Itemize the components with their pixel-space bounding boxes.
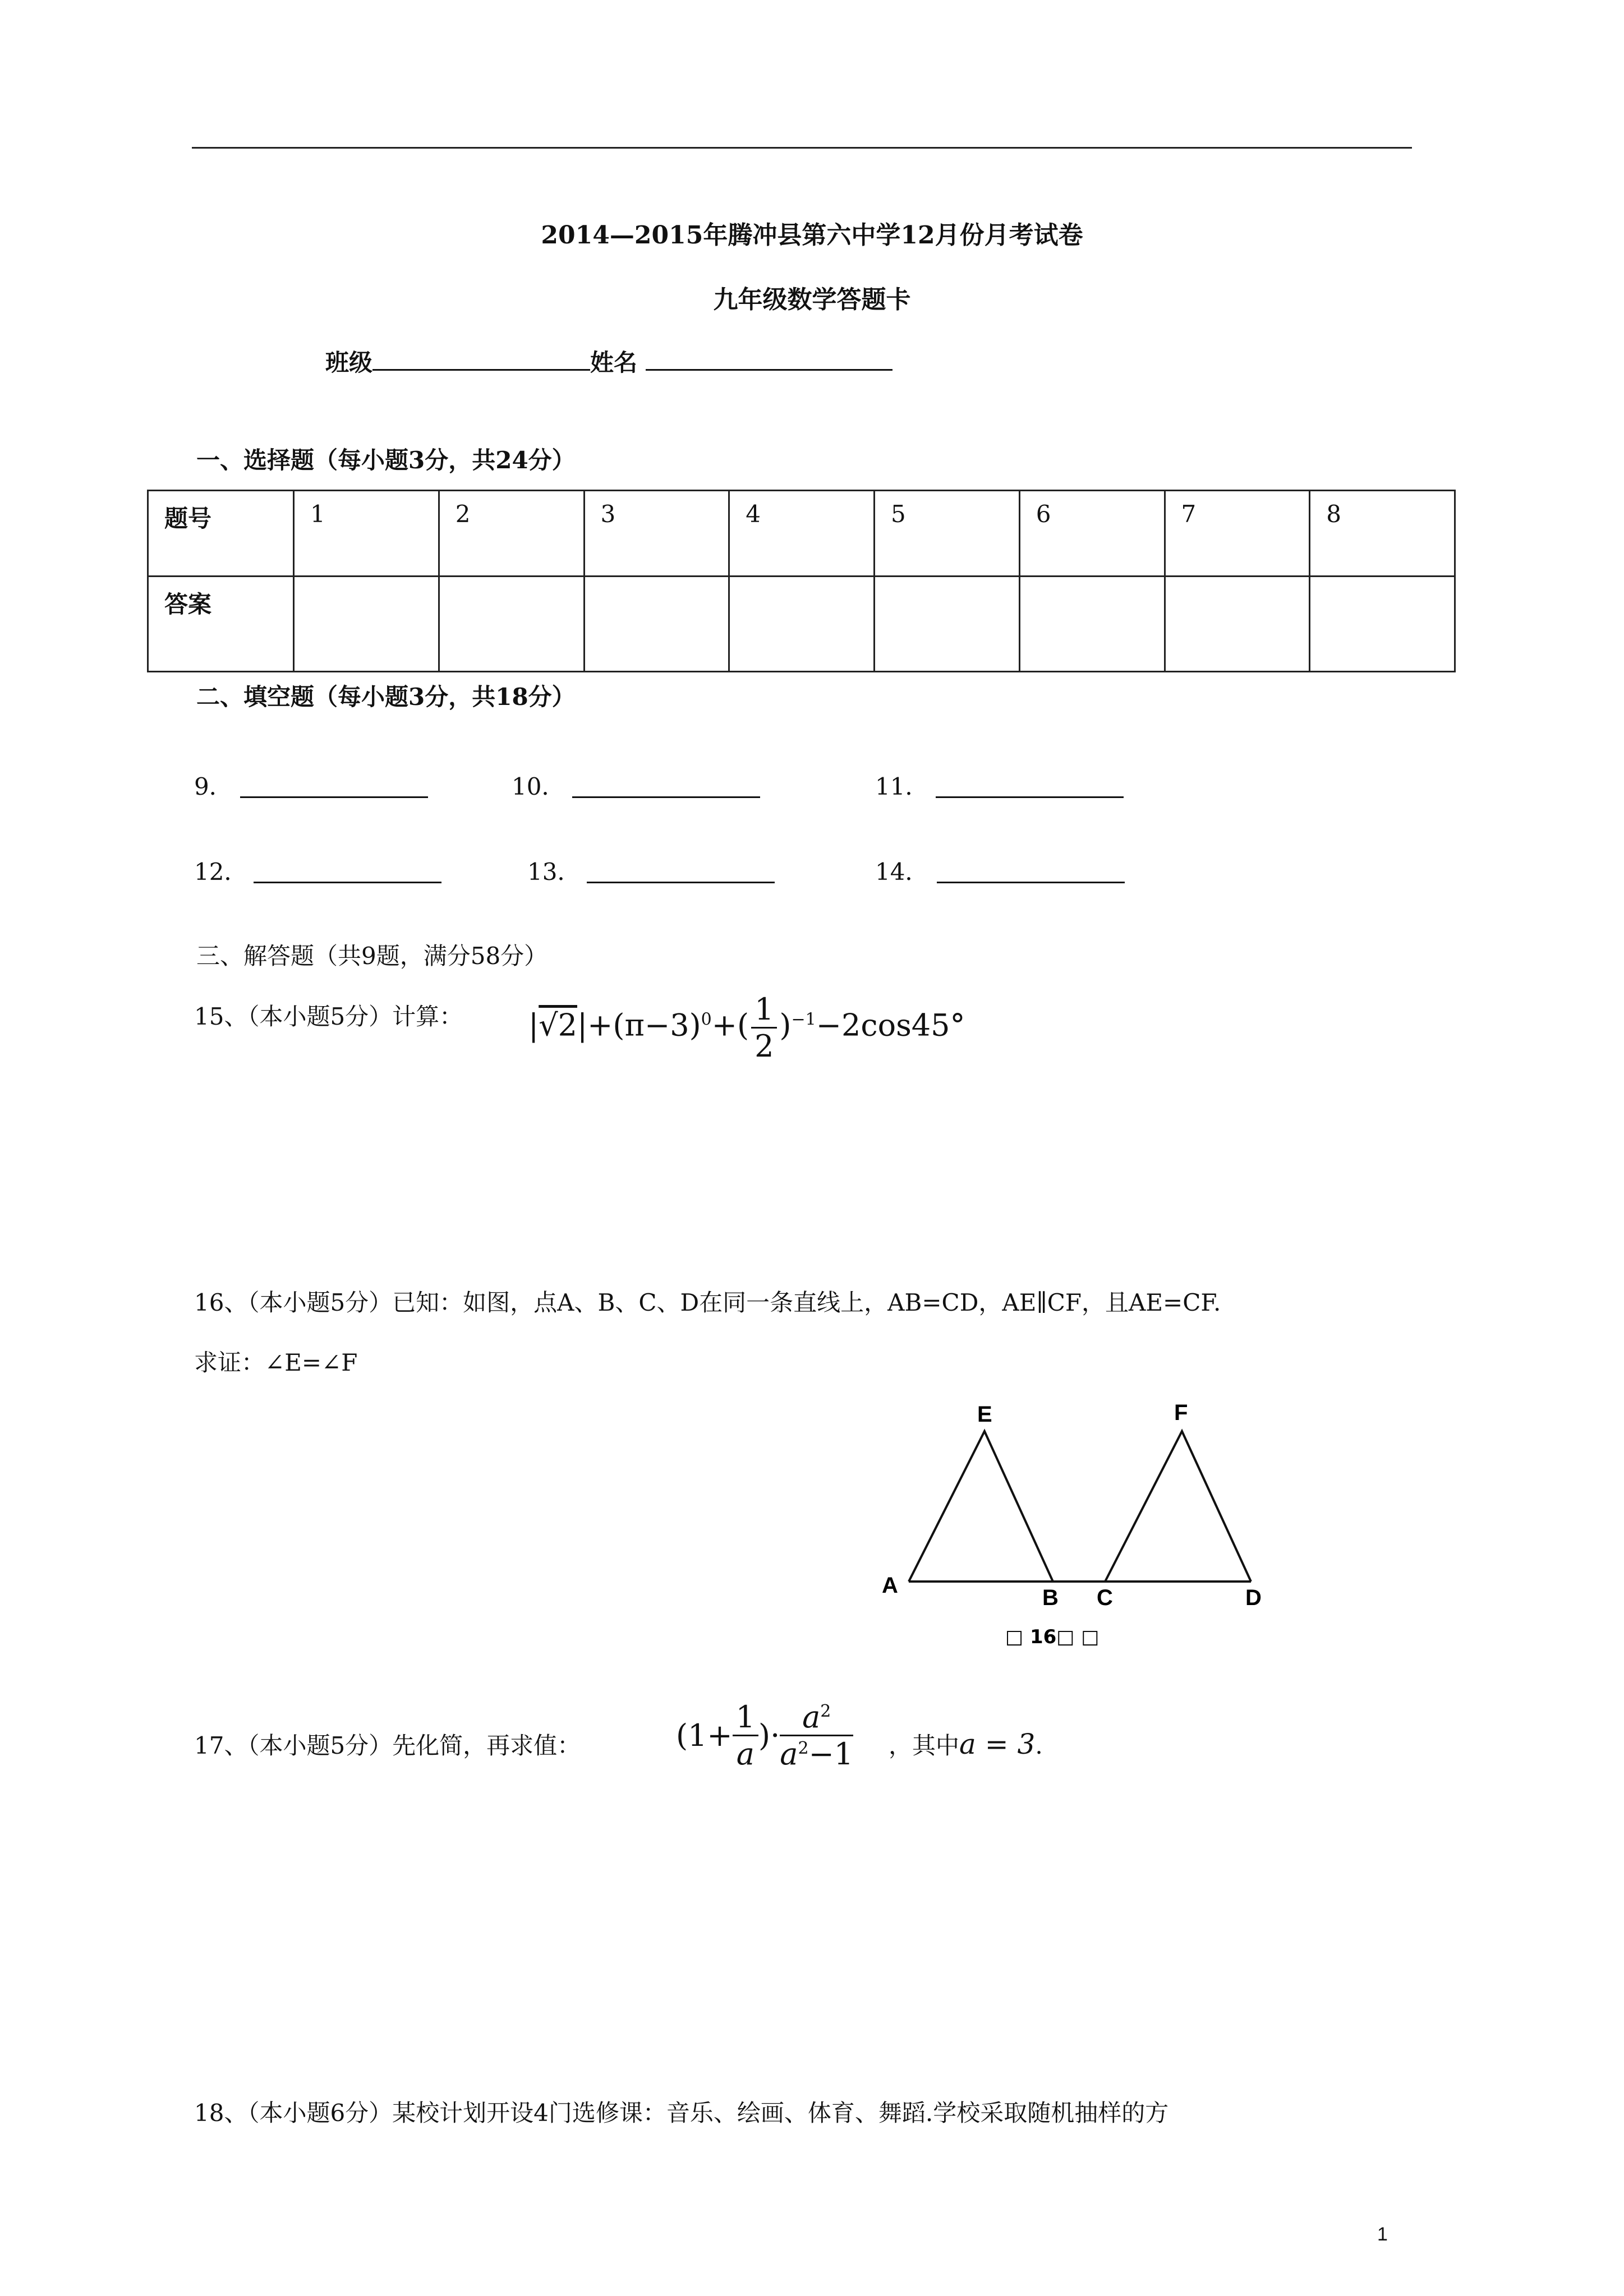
fill-item-label: 13． [527,858,581,886]
fill-item-label: 12． [194,858,248,886]
question-number-cell: 1 [294,491,439,577]
answer-cell[interactable] [1165,577,1310,672]
fill-item-label: 11． [875,773,929,800]
fill-blank-14[interactable] [937,882,1125,883]
section3-heading: 三、解答题（共9题，满分58分） [196,942,548,970]
answer-table [147,490,1456,672]
q17-end: . [1035,1732,1043,1759]
name-blank[interactable] [646,343,892,371]
q17-suffix-text: ，其中 [889,1732,960,1759]
point-label-e: E [977,1402,992,1427]
fill-item-label: 14． [875,858,929,886]
fill-blank-12[interactable] [254,882,441,883]
denominator-tail: −1 [808,1736,854,1772]
answer-row [148,577,1455,672]
fill-blank-11[interactable] [936,796,1124,798]
q17-formula [676,1699,853,1772]
fill-blank-9[interactable] [240,796,428,798]
formula-part: | [528,1007,539,1043]
answer-cell[interactable] [294,577,439,672]
question-number-cell: 3 [584,491,729,577]
q18-text: 18、（本小题6分）某校计划开设4门选修课：音乐、绘画、体育、舞蹈.学校采取随机抽样的方 [194,2099,1169,2127]
fill-blank-13[interactable] [587,882,775,883]
q17-condition: a = 3 [959,1728,1036,1760]
answer-cell[interactable] [439,577,584,672]
student-info-row [325,343,892,378]
numerator: 1 [751,992,777,1029]
exponent-minus-one: −1 [791,1009,816,1030]
figure-caption: □ 16□ □ [1005,1626,1099,1648]
point-label-a: A [882,1573,898,1598]
question-number-cell: 6 [1019,491,1165,577]
q15-label: 15、（本小题5分）计算： [194,1003,463,1030]
section2-heading: 二、填空题（每小题3分，共18分） [196,683,576,711]
question-number-header: 题号 [148,491,294,577]
formula-part: −2cos45° [816,1007,965,1043]
answer-cell[interactable] [875,577,1020,672]
sqrt-2: √2 [539,1007,577,1043]
q15-formula [528,992,965,1064]
formula-part: ) [779,1007,792,1043]
fraction-1-over-a [733,1699,758,1772]
fill-item-label: 10． [512,773,565,800]
triangle-cdf [1105,1431,1251,1582]
formula-part: (1+ [676,1718,733,1753]
formula-part: +( [711,1007,749,1043]
point-label-c: C [1097,1585,1113,1610]
question-number-cell: 8 [1310,491,1455,577]
answer-header: 答案 [148,577,294,672]
fill-item-label: 9． [194,773,233,800]
q17-label: 17、（本小题5分）先化简，再求值： [194,1732,581,1759]
denominator: 2 [755,1029,774,1064]
class-blank[interactable] [372,343,590,371]
exam-title: 2014—2015年腾冲县第六中学12月份月考试卷 [541,221,1083,250]
answer-cell[interactable] [584,577,729,672]
top-rule [192,147,1412,149]
formula-part: )· [758,1718,780,1753]
denominator: a [736,1736,755,1772]
answer-cell[interactable] [1310,577,1455,672]
answer-cell[interactable] [1019,577,1165,672]
denominator-var: a [780,1736,798,1772]
q16-text-line1: 16、（本小题5分）已知：如图，点A、B、C、D在同一条直线上，AB=CD，AE∥CF，且AE=CF. [194,1289,1221,1316]
question-number-row [148,491,1455,577]
class-label: 班级 [325,349,373,376]
page-number: 1 [1377,2224,1388,2245]
point-label-b: B [1042,1585,1059,1610]
q17-suffix [889,1727,1043,1761]
question-number-cell: 5 [875,491,1020,577]
q16-figure [869,1391,1296,1654]
fraction-half [751,992,777,1064]
exponent-zero: 0 [701,1009,712,1030]
point-label-f: F [1174,1400,1188,1425]
numerator-var: a [802,1699,821,1735]
denominator-exp: 2 [798,1739,809,1758]
question-number-cell: 7 [1165,491,1310,577]
numerator: 1 [733,1699,758,1736]
question-number-cell: 2 [439,491,584,577]
section1-heading: 一、选择题（每小题3分，共24分） [196,446,576,474]
fraction-a2-over-a2-minus-1 [780,1699,853,1772]
numerator-exp: 2 [820,1702,831,1721]
triangle-abe [909,1431,1053,1582]
name-label: 姓名 [590,349,638,376]
q16-text-line2: 求证：∠E=∠F [194,1349,358,1376]
point-label-d: D [1245,1585,1262,1610]
fill-blank-10[interactable] [572,796,760,798]
formula-part: |+(π−3) [577,1007,701,1043]
exam-subtitle: 九年级数学答题卡 [713,285,911,314]
question-number-cell: 4 [729,491,875,577]
answer-cell[interactable] [729,577,875,672]
